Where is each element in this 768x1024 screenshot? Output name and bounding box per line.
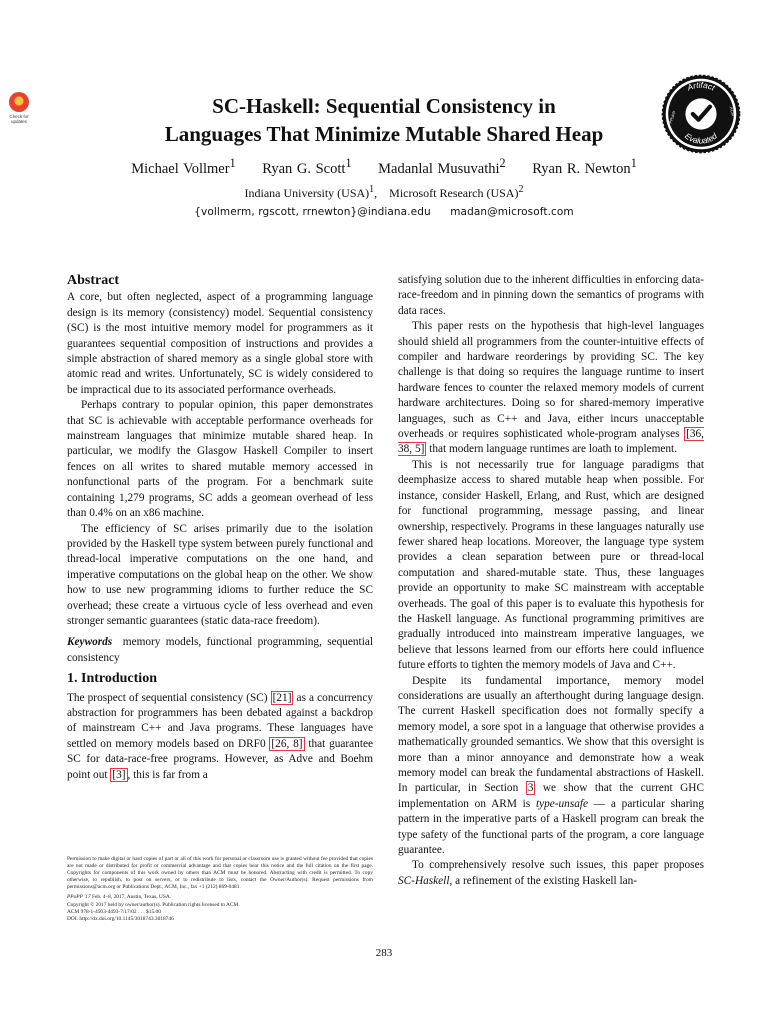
author: Ryan R. Newton$^1$: [532, 156, 637, 177]
author: Madanlal Musuvathi$^2$: [378, 156, 506, 177]
abstract-paragraph: The efficiency of SC arises primarily due to the isolation provided by the Haskell type system between purely functional and thread-local imperative computations on the one hand, and imperative computations on the global heap on the other. We show how to use new programming idioms to further reduce the SC overhead; these create a virtuous cycle of less overhead and even stronger semantic guarantees (static data-race freedom).: [67, 522, 373, 627]
email-link[interactable]: madan@microsoft.com: [450, 205, 574, 218]
title-line-1: SC-Haskell: Sequential Consistency in: [212, 94, 556, 118]
affiliations: Indiana University (USA)$^1$, Microsoft Research (USA)$^2$: [244, 183, 524, 200]
permission-notice: Permission to make digital or hard copies of part or all of this work for personal or classroom use is granted without fee provided that copies are not made or distributed for profit or commercial advantage and that copies bear this notice and the full citation on the first page. Copyrights for components of this work owned by others than ACM must be honored. Abstracting with credit is permitted. To copy otherwise, to republish, to post on servers, or to redistribute to lists, contact the Owner/Author(s). Request permissions from permissions@acm.org or Publications Dept., ACM, Inc., fax +1 (212) 869-0481.: [67, 856, 373, 891]
section-heading-introduction: 1. Introduction: [67, 671, 157, 687]
check-for-updates-link[interactable]: [6, 92, 32, 124]
keywords: Keywords memory models, functional programming, sequential consistency: [67, 636, 373, 664]
isbn-line: ACM 978-1-4503-4493-7/17/02 . . . $15.00: [67, 908, 161, 915]
body-paragraph: Despite its fundamental importance, memory model considerations are usually an afterthought during language design. The current Haskell specification does not formally specify a memory model, a sore spot in a language that otherwise provides a mathematically grounded semantics. We show that this oversight is more than a minor annoyance and demonstrate how a weak memory model can break the fundamental abstractions of Haskell. In particular, in Section 3 we show that the current GHC implementation on ARM is type-unsafe — a particular sharing pattern in the imperative parts of a Haskell program can break the type safety of the functional parts of the program, a core language guarantee.: [398, 674, 704, 857]
citation-link[interactable]: [36, 38, 5]: [398, 428, 704, 456]
body-paragraph: This paper rests on the hypothesis that high-level languages should shield all programmers from the counter-intuitive effects of compiler and hardware reorderings by providing SC. The key challenge is that doing so requires the language runtime to insert hardware fences to counter the relaxed memory models of current hardware architectures. Doing so for shared-memory imperative languages, such as C++ and Java, either incurs unacceptable overheads or requires sophisticated whole-program analyses [36, 38, 5] that modern language runtimes are loath to implement.: [398, 320, 704, 456]
right-column: [398, 273, 704, 889]
citation-link[interactable]: [21]: [272, 691, 292, 704]
left-column: [67, 273, 373, 783]
title-line-2: Languages That Minimize Mutable Shared Heap: [164, 122, 604, 146]
badge-left-text: PPoPP: [667, 110, 677, 125]
author-emails: [90, 206, 678, 218]
badge-right-text: ACM: [728, 106, 736, 117]
check-for-updates-label: Check for updates: [9, 114, 29, 124]
intro-paragraph: The prospect of sequential consistency (SC) [21] as a concurrency abstraction for programmers has been debated against a backdrop of mainstream C++ and Java programs. These languages have settled on memory models based on DRF0 [26, 8] that guarantee SC for data-race-free programs. However, as Adve and Boehm point out [3] , this is far from a: [67, 691, 373, 781]
artifact-evaluated-badge: [660, 73, 742, 155]
copyright-footnote: [67, 856, 373, 923]
check-for-updates-icon: [9, 92, 29, 112]
copyright-line: Copyright © 2017 held by owner/author(s). Publication rights licensed to ACM.: [67, 901, 240, 908]
conference-info: PPoPP '17 Feb. 4–8, 2017, Austin, Texas, USA.: [67, 894, 172, 901]
page-number: 283: [375, 947, 393, 959]
author-list: [90, 156, 678, 178]
abstract-paragraph: Perhaps contrary to popular opinion, this paper demonstrates that SC is achievable with acceptable performance overheads for mainstream languages that minimize mutable shared heap. In particular, we modify the Glasgow Haskell Compiler to insert fences on all writes to shared mutable memory accessed in nonfunctional parts of the program. For a benchmark suite containing 1,279 programs, SC adds a geomean overhead of less than 0.4% on an x86 machine.: [67, 399, 373, 520]
paper-title: [90, 92, 678, 148]
email-link[interactable]: {vollmerm, rgscott, rrnewton}@indiana.edu: [194, 205, 431, 218]
section-link[interactable]: 3: [527, 782, 534, 795]
badge-bottom-text: Evaluated: [683, 131, 719, 146]
author: Michael Vollmer$^1$: [131, 156, 236, 177]
body-paragraph: To comprehensively resolve such issues, this paper proposes SC-Haskell, a refinement of the existing Haskell lan-: [398, 859, 704, 887]
badge-top-text: Artifact: [686, 80, 717, 93]
body-paragraph: satisfying solution due to the inherent difficulties in enforcing data-race-freedom and in pinning down the semantics of programs with data races.: [398, 274, 704, 317]
doi-line[interactable]: DOI: http://dx.doi.org/10.1145/3018743.3018746: [67, 915, 174, 922]
citation-link[interactable]: [3]: [112, 768, 126, 781]
abstract-paragraph: A core, but often neglected, aspect of a programming language design is its memory (consistency) model. Sequential consistency (SC) is the most intuitive memory model for programmers as it guarantees sequential composition of instructions and provides a simple abstraction of shared memory as a single global store with atomic read and writes. Unfortunately, SC is widely considered to be impractical due to its associated performance overheads.: [67, 291, 373, 396]
paper-header: [90, 92, 678, 218]
citation-link[interactable]: [26, 8]: [271, 737, 303, 750]
abstract-heading: Abstract: [67, 273, 120, 288]
body-paragraph: This is not necessarily true for language paradigms that deemphasize access to shared mutable heap when possible. For instance, consider Haskell, Erlang, and Rust, which are designed for functional programming, message passing, and linear ownership, respectively. Programs in these languages naturally use fewer shared heap locations. Moreover, the language type system provides a clean separation between pure or thread-local computation and shared-mutable state. Thus, these languages provide an opportunity to make SC mainstream with acceptable overheads. The goal of this paper is to evaluate this hypothesis for the Haskell language. As functional programming primitives are gradually introduced into mainstream imperative languages, we believe that lessons learned from our efforts here could influence future efforts to tighten the memory models of Java and C++.: [398, 458, 704, 672]
author: Ryan G. Scott$^1$: [262, 156, 352, 177]
